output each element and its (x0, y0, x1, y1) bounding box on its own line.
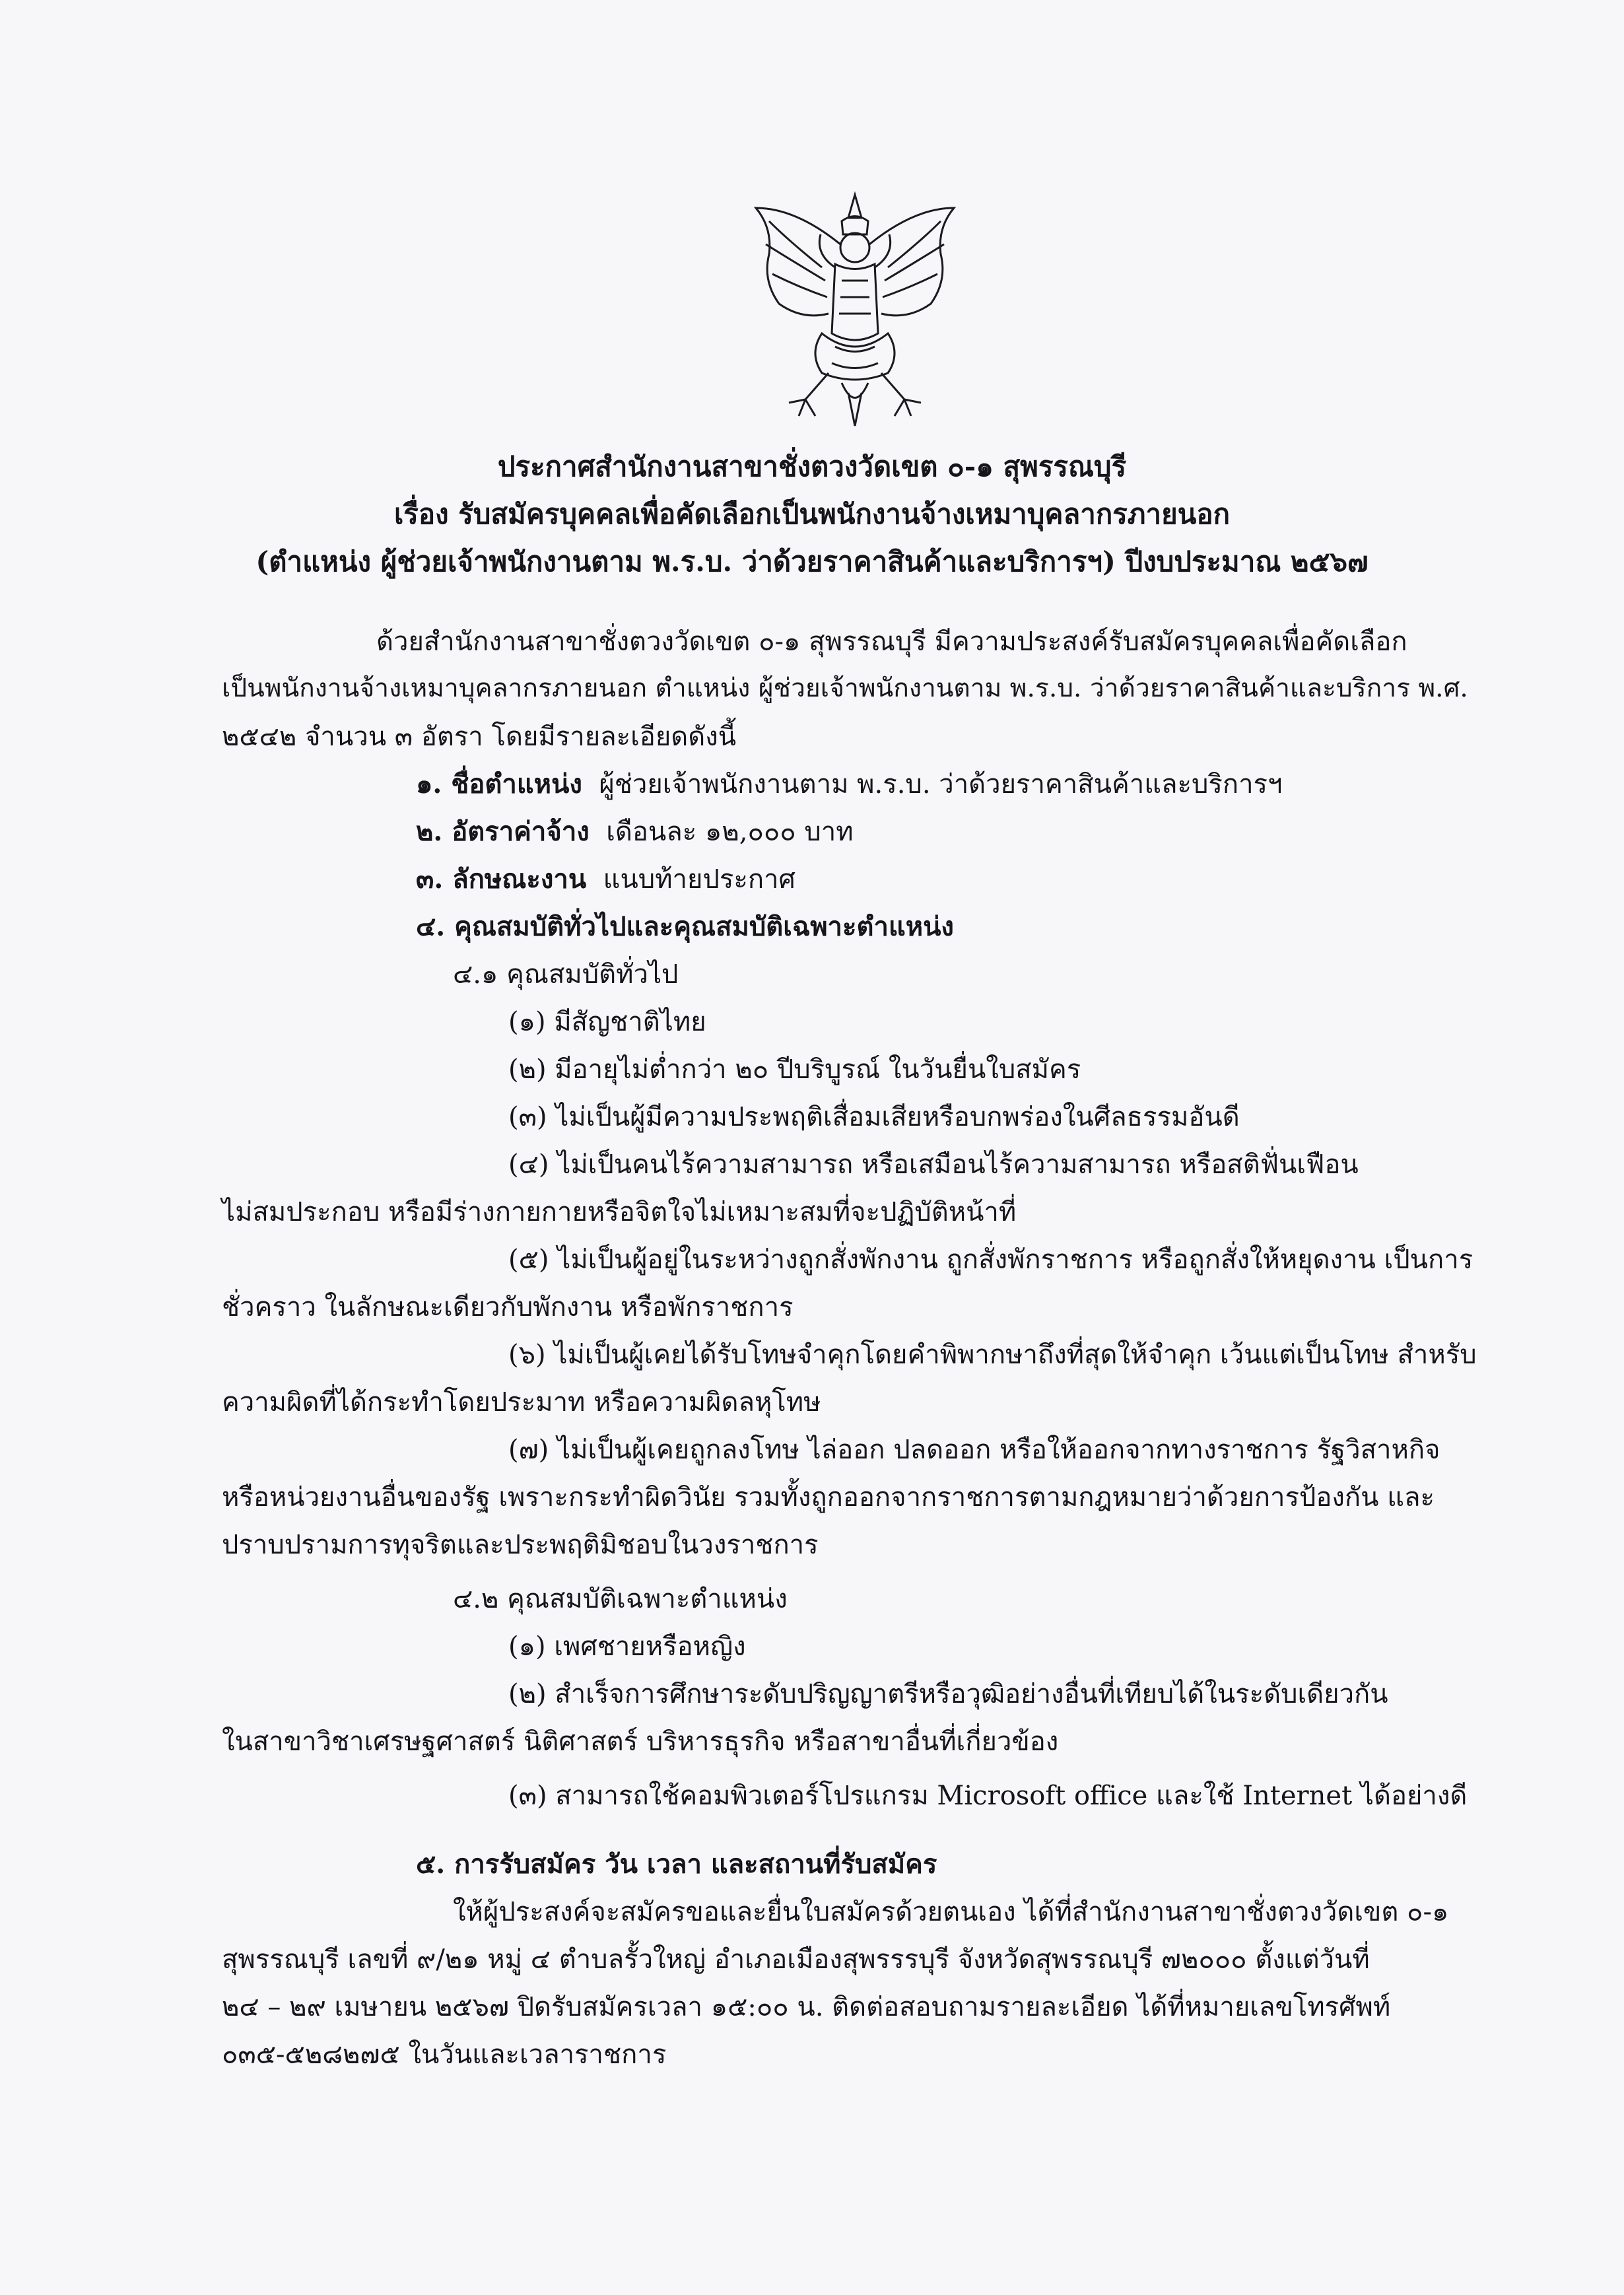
announcement-position-line: (ตำแหน่ง ผู้ช่วยเจ้าพนักงานตาม พ.ร.บ. ว่าด้วยราคาสินค้าและบริการฯ) ปีงบประมาณ ๒๕๖๗ (255, 545, 1369, 578)
general-qualification-2: (๒) มีอายุไม่ต่ำกว่า ๒๐ ปีบริบูรณ์ ในวันยื่นใบสมัคร (508, 1054, 1081, 1085)
specific-qualification-3: (๓) สามารถใช้คอมพิวเตอร์โปรแกรม Microsoft office และใช้ Internet ได้อย่างดี (508, 1781, 1468, 1811)
general-qualification-7-line-1: (๗) ไม่เป็นผู้เคยถูกลงโทษ ไล่ออก ปลดออก หรือให้ออกจากทางราชการ รัฐวิสาหกิจ (508, 1435, 1440, 1465)
section-1-value: ผู้ช่วยเจ้าพนักงานตาม พ.ร.บ. ว่าด้วยราคาสินค้าและบริการฯ (599, 769, 1283, 800)
specific-qualification-2-line-1: (๒) สำเร็จการศึกษาระดับปริญญาตรีหรือวุฒิอย่างอื่นที่เทียบได้ในระดับเดียวกัน (508, 1679, 1388, 1709)
intro-line-2: เป็นพนักงานจ้างเหมาบุคลากรภายนอก ตำแหน่ง ผู้ช่วยเจ้าพนักงานตาม พ.ร.บ. ว่าด้วยราคาสินค้าและบริการ พ.ศ. (222, 673, 1468, 703)
section-5-line-4: ๐๓๕-๕๒๘๒๗๕ ในวันและเวลาราชการ (222, 2039, 667, 2070)
general-qualification-4-line-1: (๔) ไม่เป็นคนไร้ความสามารถ หรือเสมือนไร้ความสามารถ หรือสติฟั่นเฟือน (508, 1149, 1359, 1180)
general-qualification-3: (๓) ไม่เป็นผู้มีความประพฤติเสื่อมเสียหรือบกพร่องในศีลธรรมอันดี (508, 1102, 1240, 1132)
section-3-label: ๓. ลักษณะงาน (416, 864, 587, 895)
section-4-label: ๔. คุณสมบัติทั่วไปและคุณสมบัติเฉพาะตำแหน่ง (416, 911, 954, 942)
section-2-value: เดือนละ ๑๒,๐๐๐ บาท (606, 817, 854, 847)
specific-qualification-2-line-2: ในสาขาวิชาเศรษฐศาสตร์ นิติศาสตร์ บริหารธุรกิจ หรือสาขาอื่นที่เกี่ยวข้อง (222, 1727, 1059, 1757)
garuda-emblem-icon (743, 182, 967, 429)
general-qualification-1: (๑) มีสัญชาติไทย (508, 1007, 706, 1037)
intro-line-3: ๒๕๔๒ จำนวน ๓ อัตรา โดยมีรายละเอียดดังนี้ (222, 722, 737, 752)
section-4-1-heading: ๔.๑ คุณสมบัติทั่วไป (453, 959, 679, 990)
general-qualification-6-line-2: ความผิดที่ได้กระทำโดยประมาท หรือความผิดลหุโทษ (222, 1387, 821, 1418)
specific-qualification-1: (๑) เพศชายหรือหญิง (508, 1631, 746, 1662)
section-3-value: แนบท้ายประกาศ (603, 864, 795, 895)
section-5-line-2: สุพรรณบุรี เลขที่ ๙/๒๑ หมู่ ๔ ตำบลรั้วใหญ่ อำเภอเมืองสุพรรรบุรี จังหวัดสุพรรณบุรี ๗๒๐๐๐ ตั้งแต่วันที่ (222, 1944, 1370, 1975)
general-qualification-7-line-3: ปราบปรามการทุจริตและประพฤติมิชอบในวงราชการ (222, 1530, 819, 1560)
section-5-line-3: ๒๔ – ๒๙ เมษายน ๒๕๖๗ ปิดรับสมัครเวลา ๑๕:๐๐ น. ติดต่อสอบถามรายละเอียด ได้ที่หมายเลขโทรศัพท์ (222, 1992, 1391, 2022)
general-qualification-4-line-2: ไม่สมประกอบ หรือมีร่างกายกายหรือจิตใจไม่เหมาะสมที่จะปฏิบัติหน้าที่ (222, 1197, 1017, 1227)
announcement-title: ประกาศสำนักงานสาขาชั่งตวงวัดเขต ๐-๑ สุพรรณบุรี (497, 450, 1127, 483)
announcement-subject: เรื่อง รับสมัครบุคคลเพื่อคัดเลือกเป็นพนักงานจ้างเหมาบุคลากรภายนอก (393, 498, 1231, 530)
general-qualification-5-line-2: ชั่วคราว ในลักษณะเดียวกับพักงาน หรือพักราชการ (222, 1292, 794, 1322)
section-4-2-heading: ๔.๒ คุณสมบัติเฉพาะตำแหน่ง (453, 1584, 788, 1614)
general-qualification-7-line-2: หรือหน่วยงานอื่นของรัฐ เพราะกระทำผิดวินัย รวมทั้งถูกออกจากราชการตามกฎหมายว่าด้วยการป้องกัน และ (222, 1482, 1435, 1513)
section-2-label: ๒. อัตราค่าจ้าง (416, 816, 590, 847)
section-1 (416, 769, 1282, 800)
intro-line-1: ด้วยสำนักงานสาขาชั่งตวงวัดเขต ๐-๑ สุพรรณบุรี มีความประสงค์รับสมัครบุคคลเพื่อคัดเลือก (376, 627, 1407, 657)
general-qualification-5-line-1: (๕) ไม่เป็นผู้อยู่ในระหว่างถูกสั่งพักงาน ถูกสั่งพักราชการ หรือถูกสั่งให้หยุดงาน เป็นการ (508, 1245, 1473, 1275)
section-5-label: ๕. การรับสมัคร วัน เวลา และสถานที่รับสมัคร (416, 1849, 937, 1880)
section-2 (416, 816, 854, 848)
section-3 (416, 864, 795, 895)
section-5-line-1: ให้ผู้ประสงค์จะสมัครขอและยื่นใบสมัครด้วยตนเอง ได้ที่สำนักงานสาขาชั่งตวงวัดเขต ๐-๑ (453, 1897, 1449, 1927)
general-qualification-6-line-1: (๖) ไม่เป็นผู้เคยได้รับโทษจำคุกโดยคำพิพากษาถึงที่สุดให้จำคุก เว้นแต่เป็นโทษ สำหรับ (508, 1340, 1477, 1370)
section-1-label: ๑. ชื่อตำแหน่ง (416, 769, 582, 800)
